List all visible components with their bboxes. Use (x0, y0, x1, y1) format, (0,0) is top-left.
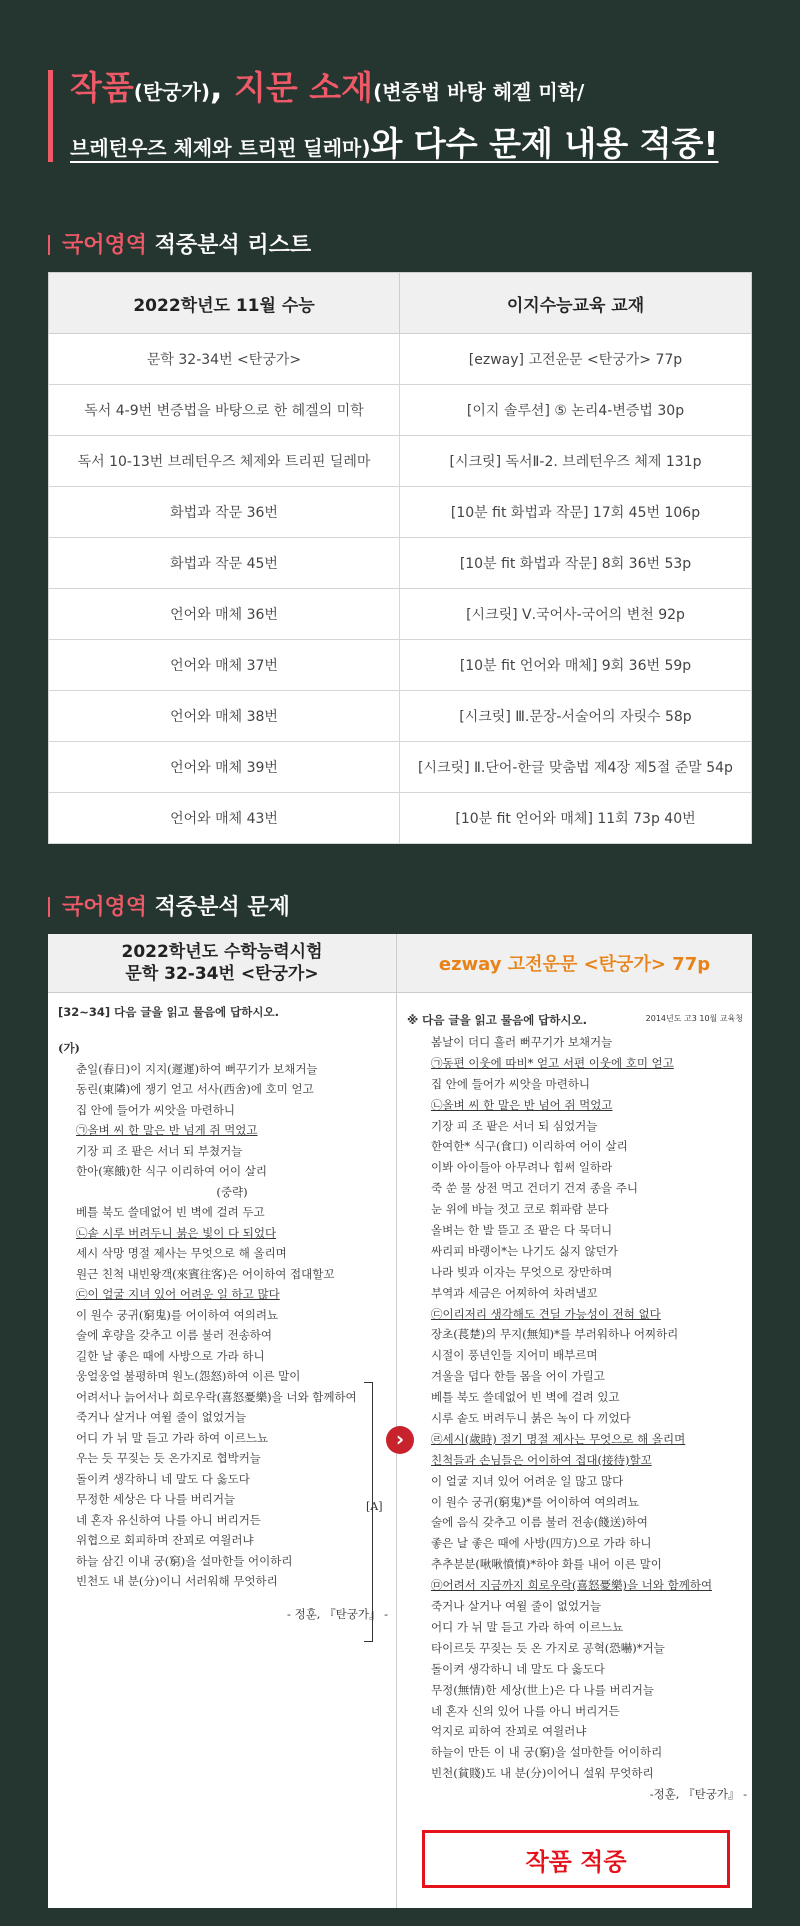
textbook-item: [ezway] 고전운문 <탄궁가> 77p (400, 334, 752, 385)
section-accent-text: 국어영역 (62, 233, 148, 258)
textbook-passage-line: 시절이 풍년인들 지어미 배부르며 (431, 1348, 598, 1363)
table-row (49, 487, 752, 538)
section-accent-text: 국어영역 (62, 895, 148, 920)
csat-item: 독서 10-13번 브레턴우즈 체제와 트리핀 딜레마 (49, 436, 400, 487)
exam-passage-line: 어려서나 늙어서나 희로우락(喜怒憂樂)을 너와 함께하여 (76, 1389, 357, 1404)
textbook-passage-line: 이 얼굴 지녀 있어 어려운 일 많고 많다 (431, 1473, 624, 1488)
textbook-question-text: ※ 다음 글을 읽고 물음에 답하시오. (407, 1013, 587, 1027)
csat-item: 언어와 매체 39번 (49, 742, 400, 793)
textbook-header: ezway 고전운문 <탄궁가> 77p (397, 934, 752, 993)
textbook-passage-line: 이봐 아이들아 아무려나 힘써 일하라 (431, 1160, 613, 1175)
section-accent-bar (48, 897, 50, 917)
header-csat: 2022학년도 11월 수능 (49, 273, 400, 334)
textbook-passage (407, 1012, 747, 1805)
csat-exam-passage (58, 1004, 388, 1624)
section-a-label: [A] (366, 1500, 383, 1513)
textbook-passage-line: 죽 쑨 물 상전 먹고 건더기 건져 종을 주니 (431, 1181, 638, 1196)
table-row (49, 691, 752, 742)
textbook-passage-line: ㉡올벼 씨 한 말은 반 넘어 쥐 먹었고 (431, 1097, 613, 1112)
textbook-passage-line: 억지로 피하여 잔꾀로 여읠러냐 (431, 1724, 587, 1739)
header-textbook: 이지수능교육 교재 (400, 273, 752, 334)
textbook-passage-line: 베틀 북도 쓸데없어 빈 벽에 걸려 있고 (431, 1390, 620, 1405)
exam-passage-line: 우는 듯 꾸짖는 듯 온가지로 협박커늘 (76, 1451, 261, 1465)
headline-topic-label: 지문 소재 (234, 68, 374, 107)
table-row (49, 640, 752, 691)
work-hit-label: 작품 적중 (422, 1830, 730, 1888)
textbook-passage-line: 돌이켜 생각하니 네 말도 다 옳도다 (431, 1661, 605, 1676)
textbook-passage-line: 부역과 세금은 어찌하여 차려낼꼬 (431, 1285, 598, 1300)
textbook-item: [10분 fit 화법과 작문] 17회 45번 106p (400, 487, 752, 538)
exam-passage-line: 웅얼웅얼 불평하며 원노(怨怒)하여 이른 말이 (76, 1369, 301, 1383)
textbook-passage-line: 싸리피 바랭이*는 나기도 싫지 않던가 (431, 1243, 619, 1258)
headline-line-1 (70, 64, 768, 116)
exam-passage-line: 집 안에 들어가 씨앗을 마련하니 (76, 1102, 236, 1117)
textbook-question-source: 2014년도 고3 10월 교육청 (645, 1014, 743, 1023)
textbook-passage-line: 어디 가 뉘 말 듣고 가라 하여 이르느뇨 (431, 1619, 624, 1634)
exam-question-instruction: [32~34] 다음 글을 읽고 물음에 답하시오. (58, 1005, 279, 1019)
headline-work-label: 작품 (70, 68, 134, 107)
textbook-passage-line: ㉢이리저리 생각해도 견딜 가능성이 전혀 없다 (431, 1306, 661, 1321)
csat-item: 화법과 작문 45번 (49, 538, 400, 589)
textbook-passage-line: ㉠동편 이웃에 따비* 얻고 서편 이웃에 호미 얻고 (431, 1055, 674, 1070)
table-row (49, 742, 752, 793)
exam-passage-line: 무정한 세상은 다 나를 버리거늘 (76, 1492, 236, 1506)
textbook-item: [시크릿] 독서Ⅱ-2. 브레턴우즈 체제 131p (400, 436, 752, 487)
exam-passage-line: 술에 후량을 갖추고 이름 불러 전송하여 (76, 1328, 273, 1342)
textbook-passage-line: 하늘이 만든 이 내 궁(窮)을 설마한들 어이하리 (431, 1745, 663, 1760)
textbook-passage-line: 무정(無情)한 세상(世上)은 다 나를 버리거늘 (431, 1682, 654, 1697)
table-row (49, 538, 752, 589)
exam-passage-line: 어디 가 뉘 말 듣고 가라 하여 이르느뇨 (76, 1430, 269, 1445)
textbook-passage-line: 이 원수 궁귀(窮鬼)*를 어이하여 여의려뇨 (431, 1494, 639, 1509)
table-row (49, 334, 752, 385)
csat-item: 언어와 매체 36번 (49, 589, 400, 640)
exam-passage-line: 원근 친척 내빈왕객(來賓往客)은 어이하여 접대할꼬 (76, 1266, 335, 1281)
exam-passage-line: 죽거나 살거나 여윌 줄이 없었거늘 (76, 1410, 247, 1424)
textbook-passage-line: 나라 빚과 이자는 무엇으로 장만하며 (431, 1264, 613, 1279)
textbook-passage-lines (431, 1032, 747, 1784)
textbook-passage-line: 죽거나 살거나 여윌 줄이 없었거늘 (431, 1599, 602, 1614)
textbook-passage-line: 장초(萇楚)의 무지(無知)*를 부러워하나 어찌하리 (431, 1327, 679, 1342)
exam-passage-line: ㉢이 얼굴 지녀 있어 어려운 일 하고 많다 (76, 1287, 280, 1301)
textbook-passage-line: ㉤어려서 지금까지 희로우락(喜怒憂樂)을 너와 함께하여 (431, 1578, 713, 1593)
textbook-passage-line: 올벼는 한 발 뜯고 조 팥은 다 묵더니 (431, 1223, 613, 1238)
textbook-item: [이지 솔루션] ⑤ 논리4-변증법 30p (400, 385, 752, 436)
exam-passage-line: 춘일(春日)이 지지(遲遲)하여 뻐꾸기가 보채거늘 (76, 1061, 318, 1076)
exam-passage-line: ㉡솥 시루 버려두니 붉은 빛이 다 되었다 (76, 1225, 277, 1240)
exam-passage-line: ㉠올벼 씨 한 말은 반 넘게 쥐 먹었고 (76, 1123, 258, 1137)
textbook-passage-line: 친척들과 손님들은 어이하여 접대(接待)할꼬 (431, 1452, 652, 1467)
exam-passage-line: 기장 피 조 팥은 서너 되 부쳤거늘 (76, 1143, 243, 1158)
textbook-passage-line: 추추분분(啾啾憤憤)*하야 화를 내어 이른 말이 (431, 1557, 662, 1572)
textbook-passage-line: ㉣세시(歲時) 절기 명절 제사는 무엇으로 해 올리며 (431, 1431, 686, 1446)
exam-passage-line: 동린(東隣)에 쟁기 얻고 서사(西舍)에 호미 얻고 (76, 1082, 314, 1096)
table-row (49, 436, 752, 487)
headline-accent-bar (48, 70, 53, 162)
headline-work-title: (탄궁가) (133, 80, 211, 104)
textbook-passage-line: 겨울을 덥다 한들 몸을 어이 가릴고 (431, 1369, 605, 1384)
exam-passage-line: 한아(寒餓)한 식구 이리하여 어이 살리 (76, 1164, 268, 1178)
textbook-passage-caption: -정훈, 『탄궁가』 - (649, 1787, 747, 1802)
section-title-text: 적중분석 문제 (147, 895, 290, 920)
exam-passage-line: 하늘 삼긴 이내 궁(窮)을 설마한들 어이하리 (76, 1553, 293, 1568)
csat-exam-header-line-1: 2022학년도 수학능력시험 (121, 942, 323, 962)
exam-passage-line: (중략) (216, 1184, 248, 1199)
csat-item: 화법과 작문 36번 (49, 487, 400, 538)
textbook-passage-line: 술에 음식 갖추고 이름 불러 전송(餞送)하여 (431, 1515, 648, 1530)
headline-topic-detail-1: (변증법 바탕 헤겔 미학/ (373, 80, 585, 104)
csat-item: 언어와 매체 37번 (49, 640, 400, 691)
textbook-passage-line: 좋은 날 좋은 때에 사방(四方)으로 가라 하니 (431, 1536, 652, 1551)
csat-item: 언어와 매체 38번 (49, 691, 400, 742)
exam-passage-line: 베틀 북도 쓸데없어 빈 벽에 걸려 두고 (76, 1205, 265, 1219)
textbook-passage-line: 집 안에 들어가 씨앗을 마련하니 (431, 1076, 591, 1091)
csat-item: 문학 32-34번 <탄궁가> (49, 334, 400, 385)
exam-passage-line: 위협으로 회피하며 잔꾀로 여읠러냐 (76, 1533, 254, 1547)
exam-passage-line: 이 원수 궁귀(窮鬼)를 어이하여 여의려뇨 (76, 1307, 279, 1322)
passage-label: (가) (58, 1041, 80, 1055)
section-accent-bar (48, 235, 50, 255)
table-row (49, 589, 752, 640)
textbook-passage-line: 봄날이 더디 흘러 뻐꾸기가 보채거늘 (431, 1035, 613, 1049)
exam-passage-line: 길한 날 좋은 때에 사방으로 가라 하니 (76, 1348, 265, 1363)
chevron-right-icon[interactable]: › (386, 1426, 414, 1454)
csat-exam-header-line-2: 문학 32-34번 <탄궁가> (125, 964, 319, 984)
exam-passage-lines (76, 1059, 388, 1592)
section-title-problems (48, 890, 290, 921)
textbook-passage-line: 눈 위에 바늘 젓고 코로 휘파람 분다 (431, 1202, 609, 1217)
hit-analysis-table (48, 272, 752, 844)
headline-topic-detail-2: 브레턴우즈 체제와 트리핀 딜레마) (70, 136, 371, 160)
textbook-passage-line: 타이르듯 꾸짖는 듯 온 가지로 공혁(恐嚇)*거늘 (431, 1640, 665, 1655)
textbook-passage-line: 기장 피 조 팥은 서너 되 심었거늘 (431, 1118, 598, 1133)
textbook-item: [10분 fit 언어와 매체] 9회 36번 59p (400, 640, 752, 691)
textbook-item: [10분 fit 언어와 매체] 11회 73p 40번 (400, 793, 752, 844)
exam-passage-caption: - 정훈, 『탄궁가』 - (287, 1606, 388, 1621)
headline-claim: 와 다수 문제 내용 적중! (370, 124, 719, 163)
table-row (49, 793, 752, 844)
section-title-text: 적중분석 리스트 (147, 233, 312, 258)
csat-item: 독서 4-9번 변증법을 바탕으로 한 헤겔의 미학 (49, 385, 400, 436)
textbook-passage-line: 빈천(貧賤)도 내 분(分)이어니 설워 무엇하리 (431, 1766, 654, 1781)
csat-item: 언어와 매체 43번 (49, 793, 400, 844)
exam-passage-line: 세시 삭망 명절 제사는 무엇으로 해 올리며 (76, 1246, 287, 1260)
textbook-question-instruction (407, 1012, 747, 1028)
exam-passage-line: 네 혼자 유신하여 나를 아니 버리거든 (76, 1512, 261, 1527)
section-title-list (48, 228, 311, 259)
headline-comma: , (210, 68, 235, 107)
textbook-passage-line: 시루 솥도 버려두니 붉은 녹이 다 끼었다 (431, 1411, 631, 1426)
textbook-item: [시크릿] Ⅲ.문장-서술어의 자릿수 58p (400, 691, 752, 742)
textbook-passage-line: 한여한* 식구(食口) 이리하여 어이 살리 (431, 1139, 628, 1154)
table-row (49, 385, 752, 436)
exam-passage-line: 돌이켜 생각하니 네 말도 다 옳도다 (76, 1471, 250, 1486)
textbook-item: [10분 fit 화법과 작문] 8회 36번 53p (400, 538, 752, 589)
exam-passage-line: 빈천도 내 분(分)이니 서러워해 무엇하리 (76, 1574, 278, 1588)
table-header-row (49, 273, 752, 334)
textbook-item: [시크릿] Ⅱ.단어-한글 맞춤법 제4장 제5절 준말 54p (400, 742, 752, 793)
textbook-item: [시크릿] Ⅴ.국어사-국어의 변천 92p (400, 589, 752, 640)
headline (48, 64, 768, 172)
csat-exam-header (48, 934, 397, 993)
textbook-passage-line: 네 혼자 신의 있어 나를 아니 버리거든 (431, 1703, 620, 1718)
headline-line-2 (70, 120, 768, 172)
comparison-panel (48, 934, 752, 1908)
